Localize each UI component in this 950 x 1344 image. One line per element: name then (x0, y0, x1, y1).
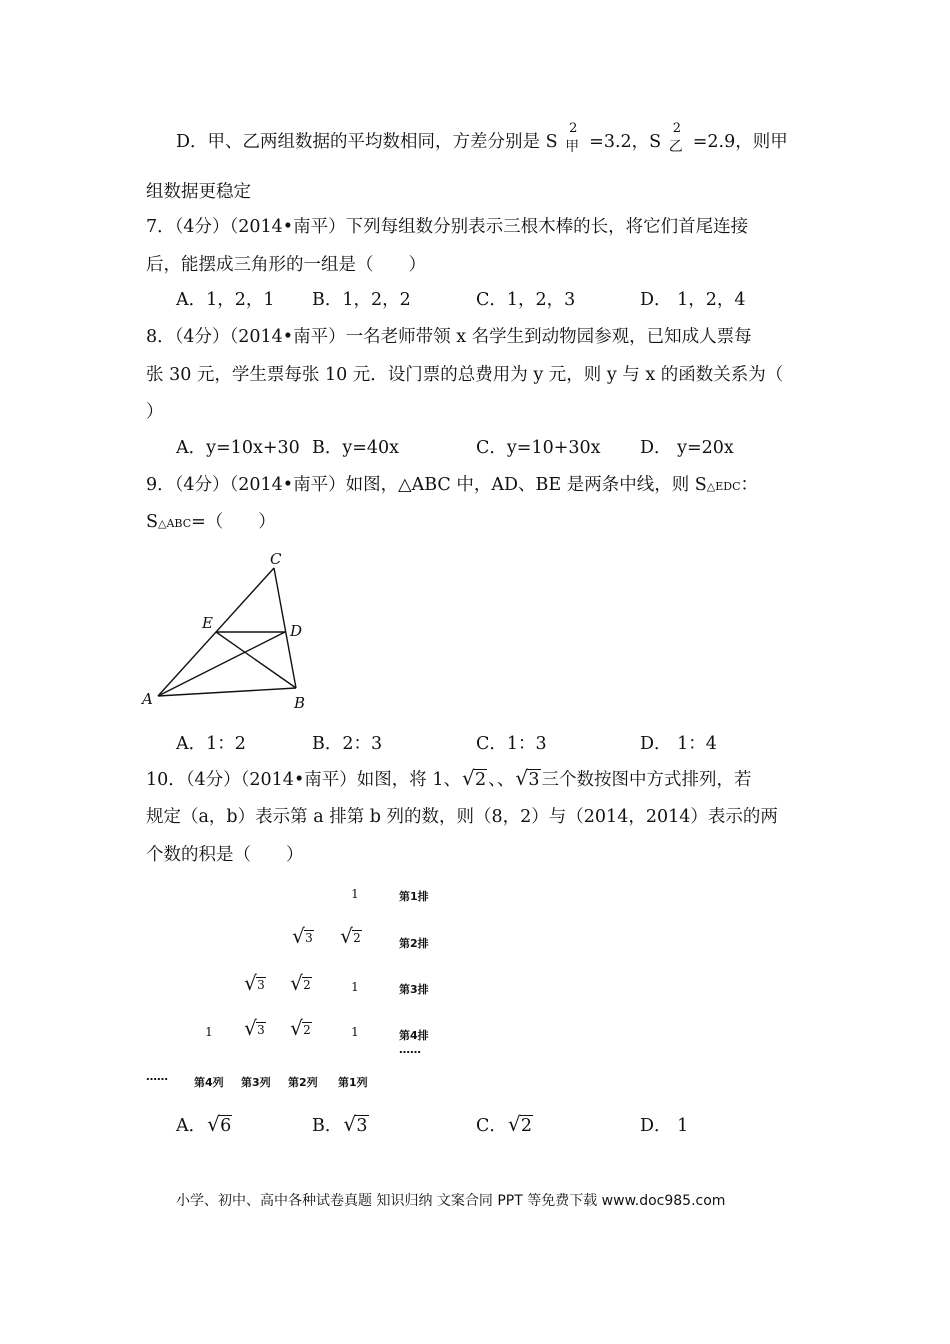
grid-cell-sqrt: √ 2 (336, 930, 366, 946)
subscript: 乙 (668, 138, 683, 155)
q9-line2-rest: =（ ） (191, 512, 276, 532)
q10-option-d: D． 1 (640, 1116, 689, 1136)
grid-cell: 1 (205, 1025, 213, 1039)
q10-option-c (476, 1114, 534, 1138)
q7-option-d: D． 1，2，4 (640, 290, 746, 310)
vertex-label-b: B (294, 694, 306, 712)
q8-line3: ） (146, 402, 164, 422)
q8-option-c: C．y=10+30x (476, 438, 601, 458)
q10-line1-b: 三个数按图中方式排列，若 (541, 770, 752, 790)
grid-cell-sqrt: √ 2 (286, 977, 316, 993)
side-ac (158, 568, 274, 696)
sqrt-three (343, 1114, 368, 1138)
q9-option-b: B．2：3 (312, 734, 383, 754)
q10-sep: 、、 (488, 770, 515, 790)
q9-colon: ： (740, 475, 759, 495)
q9-s: S (146, 512, 158, 532)
q9-sub-edc: △EDC (706, 480, 741, 493)
radicand: 2 (474, 770, 487, 790)
footer-ad: 小学、初中、高中各种试卷真题 知识归纳 文案合同 PPT 等免费下载 www.doc985.com (176, 1193, 726, 1209)
q6d-text-a: D．甲、乙两组数据的平均数相同，方差分别是 S (176, 132, 564, 152)
option-prefix: B． (312, 1116, 343, 1136)
radicand: 3 (528, 770, 540, 790)
q10-line3: 个数的积是（ ） (146, 845, 304, 865)
q8-option-d: D． y=20x (640, 438, 734, 458)
side-ab (158, 688, 296, 696)
grid-cell: 1 (351, 980, 359, 994)
grid-cell-sqrt: √ 3 (288, 930, 318, 946)
col-dots: …… (146, 1070, 168, 1083)
variance-jia (563, 120, 589, 155)
col-label-3: 第3列 (241, 1076, 271, 1089)
sqrt-six (207, 1114, 232, 1138)
vertex-label-a: A (142, 690, 153, 708)
q6d-text-c: =2.9，则甲 (692, 132, 788, 152)
median-ad (158, 632, 285, 696)
q10-line1 (146, 768, 752, 792)
radicand: 6 (220, 1116, 232, 1136)
q10-line2: 规定（a，b）表示第 a 排第 b 列的数，则（8，2）与（2014，2014）表示的两 (146, 807, 778, 827)
q10-line1-a: 10．（4分）（2014•南平）如图，将 1、 (146, 770, 461, 790)
q9-option-d: D． 1：4 (640, 734, 717, 754)
q7-option-b: B．1，2，2 (312, 290, 411, 310)
option-prefix: A． (176, 1116, 207, 1136)
q8-option-b: B．y=40x (312, 438, 400, 458)
vertex-label-d: D (290, 622, 303, 640)
variance-yi (667, 120, 693, 155)
grid-cell-sqrt: √ 3 (240, 977, 270, 993)
row-label-4: 第4排 (399, 1029, 429, 1042)
q9-line1 (146, 473, 758, 499)
q9-sub-abc: △ABC (158, 517, 192, 530)
q6-option-d (176, 120, 788, 155)
q9-option-a: A．1：2 (176, 734, 246, 754)
row-label-3: 第3排 (399, 983, 429, 996)
radicand: 2 (520, 1116, 533, 1136)
grid-cell: 1 (351, 1025, 359, 1039)
radicand: 3 (356, 1116, 368, 1136)
q6-option-d-continued: 组数据更稳定 (146, 182, 251, 202)
col-label-2: 第2列 (288, 1076, 318, 1089)
q10-option-b (312, 1114, 370, 1138)
q7-option-c: C．1，2，3 (476, 290, 576, 310)
q8-line2: 张 30 元，学生票每张 10 元．设门票的总费用为 y 元，则 y 与 x 的函数关系为（ (146, 365, 784, 385)
q7-line1: 7．（4分）（2014•南平）下列每组数分别表示三根木棒的长，将它们首尾连接 (146, 217, 749, 237)
q9-line2 (146, 510, 276, 536)
q10-option-a (176, 1114, 233, 1138)
option-prefix: C． (476, 1116, 507, 1136)
superscript: 2 (672, 120, 681, 136)
q9-line1-text: 9．（4分）（2014•南平）如图，△ABC 中，AD、BE 是两条中线，则 S (146, 475, 707, 495)
subscript: 甲 (565, 138, 580, 155)
superscript: 2 (569, 120, 578, 136)
vertex-label-c: C (270, 550, 282, 568)
grid-cell-sqrt: √ 3 (240, 1022, 270, 1038)
col-label-4: 第4列 (194, 1076, 224, 1089)
sqrt-three (515, 768, 540, 792)
q8-line1: 8．（4分）（2014•南平）一名老师带领 x 名学生到动物园参观，已知成人票每 (146, 327, 752, 347)
col-label-1: 第1列 (338, 1076, 368, 1089)
grid-cell: 1 (351, 887, 359, 901)
side-bc (274, 568, 296, 688)
vertex-label-e: E (202, 614, 213, 632)
row-label-2: 第2排 (399, 937, 429, 950)
q7-option-a: A．1，2，1 (176, 290, 275, 310)
q9-option-c: C．1：3 (476, 734, 547, 754)
q6d-text-b: =3.2，S (589, 132, 667, 152)
grid-cell-sqrt: √ 2 (286, 1022, 316, 1038)
row-dots: …… (399, 1043, 421, 1056)
q8-option-a: A．y=10x+30 (176, 438, 300, 458)
sqrt-two (508, 1114, 533, 1138)
q7-line2: 后，能摆成三角形的一组是（ ） (146, 255, 426, 275)
median-be (216, 632, 296, 688)
sqrt-two (462, 768, 487, 792)
row-label-1: 第1排 (399, 890, 429, 903)
